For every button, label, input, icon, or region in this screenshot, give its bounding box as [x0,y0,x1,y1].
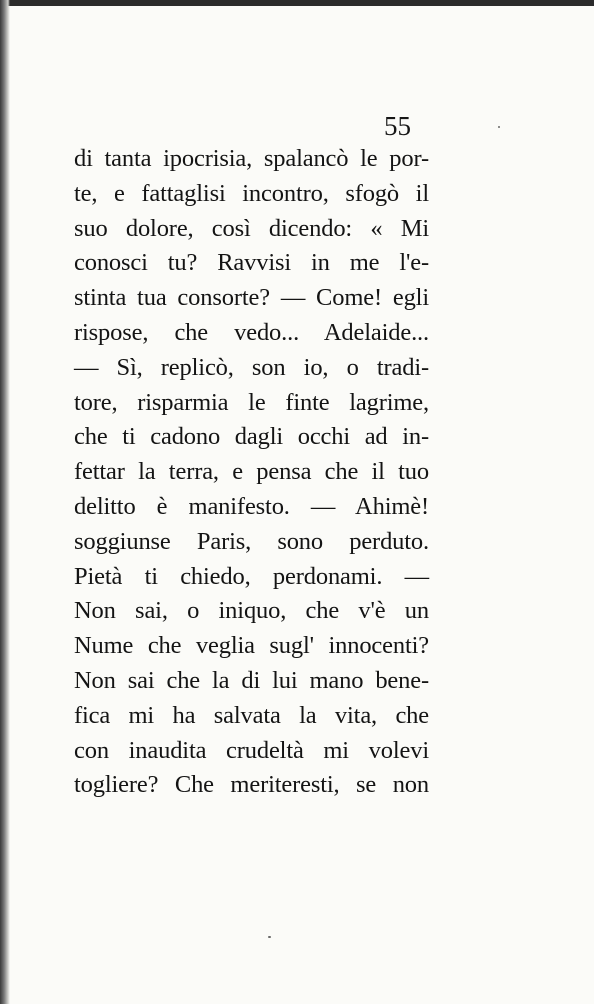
text-line: — Sì, replicò, son io, o tradi- [74,353,429,381]
page-binding-edge [0,0,10,1004]
text-line: con inaudita crudeltà mi volevi [74,736,429,764]
text-line: stinta tua consorte? — Come! egli [74,284,429,312]
text-line: di tanta ipocrisia, spalancò le por- [74,145,429,172]
text-line: Non sai, o iniquo, che v'è un [74,597,429,625]
text-line: Nume che veglia sugl' innocenti? [74,632,429,660]
page-top-edge [0,0,594,6]
text-line: tore, risparmia le finte lagrime, [74,388,429,416]
text-line: fica mi ha salvata la vita, che [74,701,429,729]
text-line: che ti cadono dagli occhi ad in- [74,423,429,451]
text-line: delitto è manifesto. — Ahimè! [74,492,429,520]
text-line: te, e fattaglisi incontro, sfogò il [74,179,429,207]
page-number: 55 [384,111,411,141]
text-line: conosci tu? Ravvisi in me l'e- [74,249,429,277]
text-line: suo dolore, così dicendo: « Mi [74,214,429,242]
text-line: rispose, che vedo... Adelaide... [74,318,429,346]
paper-speck [498,126,500,128]
paper-speck [268,936,271,938]
body-text [74,142,429,803]
text-line: fettar la terra, e pensa che il tuo [74,458,429,486]
text-line: soggiunse Paris, sono perduto. [74,527,429,555]
text-line: Pietà ti chiedo, perdonami. — [74,562,429,590]
text-line: Non sai che la di lui mano bene- [74,666,429,694]
text-line: togliere? Che meriteresti, se non [74,771,429,799]
